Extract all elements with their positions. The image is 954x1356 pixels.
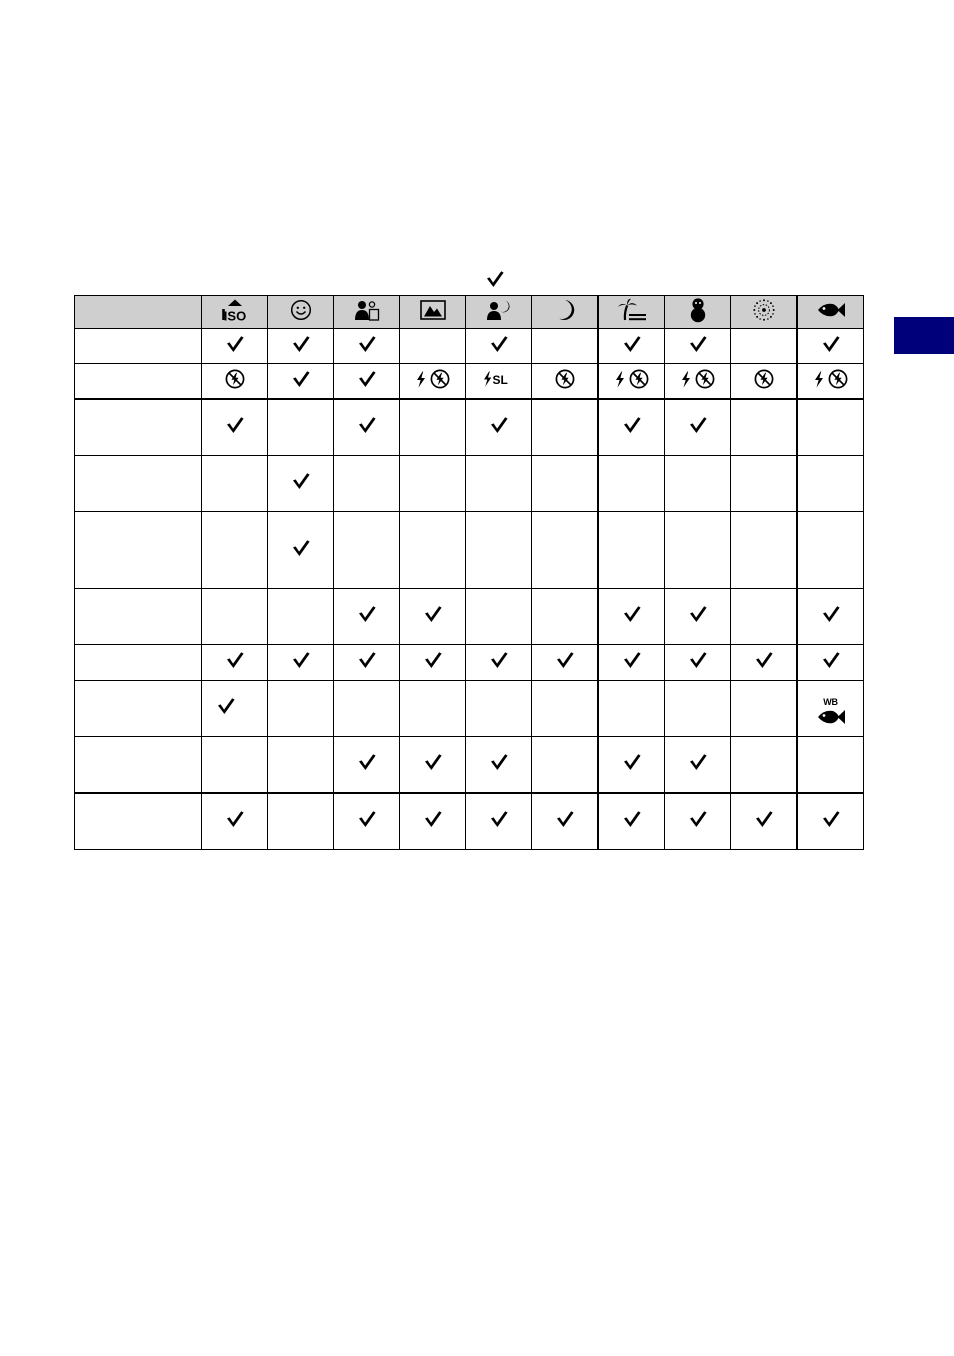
table-cell <box>268 589 334 645</box>
table-cell <box>731 329 798 364</box>
check-icon <box>688 651 708 669</box>
table-cell <box>731 793 798 850</box>
table-cell <box>334 399 400 456</box>
table-cell <box>334 512 400 589</box>
legend-check-icon <box>485 270 505 290</box>
table-cell <box>334 364 400 400</box>
table-cell <box>268 456 334 512</box>
check-icon <box>821 605 841 623</box>
header-icon-wrap <box>420 300 446 320</box>
cell-icons <box>423 651 443 669</box>
table-cell <box>400 364 466 400</box>
flash-slow-sync-icon <box>483 371 515 387</box>
cell-icons <box>615 369 649 389</box>
cell-icons <box>555 651 575 669</box>
cell-icons <box>489 753 509 771</box>
table-cell <box>598 737 665 794</box>
fish-icon <box>816 301 846 319</box>
check-icon <box>357 651 377 669</box>
row-label <box>75 456 202 512</box>
cell-icons <box>814 369 848 389</box>
table-cell <box>202 737 268 794</box>
header-soft-snap <box>334 296 400 329</box>
check-icon <box>225 335 245 353</box>
table-cell <box>731 737 798 794</box>
soft-portrait-icon <box>354 299 380 321</box>
cell-icons <box>357 416 377 434</box>
row-label <box>75 329 202 364</box>
cell-icons <box>291 539 311 557</box>
check-icon <box>357 335 377 353</box>
header-label-cell <box>75 296 202 329</box>
check-icon <box>423 651 443 669</box>
svg-text:SL: SL <box>492 372 508 387</box>
table-cell <box>202 512 268 589</box>
check-icon <box>688 335 708 353</box>
check-icon <box>489 416 509 434</box>
cell-icons <box>821 651 841 669</box>
check-icon <box>216 697 236 715</box>
table-cell <box>598 364 665 400</box>
table-cell <box>532 456 599 512</box>
header-fireworks <box>731 296 798 329</box>
cell-icons <box>688 416 708 434</box>
svg-text:ISO: ISO <box>223 308 246 322</box>
row-label <box>75 512 202 589</box>
flash-off-icon <box>754 369 774 389</box>
cell-icons <box>423 753 443 771</box>
section-side-tab <box>894 317 954 354</box>
wb-label: WB <box>823 696 838 707</box>
cell-icons <box>754 651 774 669</box>
header-icon-wrap <box>617 298 647 322</box>
header-twilight <box>532 296 599 329</box>
row-label <box>75 681 202 737</box>
cell-icons <box>688 753 708 771</box>
cell-icons <box>622 810 642 828</box>
table-cell <box>665 645 731 681</box>
smile-icon <box>290 299 312 321</box>
cell-icons <box>357 335 377 353</box>
check-icon <box>423 605 443 623</box>
table-cell <box>532 793 599 850</box>
check-icon <box>291 370 311 388</box>
table-cell <box>268 645 334 681</box>
check-icon <box>754 651 774 669</box>
cell-icons <box>291 335 311 353</box>
check-icon <box>688 753 708 771</box>
check-icon <box>688 416 708 434</box>
header-icon-wrap <box>221 298 249 322</box>
table-cell <box>268 681 334 737</box>
cell-icons <box>225 810 245 828</box>
header-icon-wrap <box>752 298 776 322</box>
flash-auto-icon <box>416 371 426 388</box>
cell-icons <box>357 370 377 388</box>
table-cell <box>334 645 400 681</box>
table-cell <box>598 329 665 364</box>
table-row <box>75 512 864 589</box>
header-beach <box>598 296 665 329</box>
wb-underwater-icon <box>816 698 846 726</box>
cell-icons <box>225 335 245 353</box>
header-icon-wrap <box>486 299 512 321</box>
table-cell <box>665 737 731 794</box>
flash-off-icon <box>430 369 450 389</box>
row-label <box>75 645 202 681</box>
flash-off-icon <box>629 369 649 389</box>
table-cell <box>598 456 665 512</box>
table-header-row <box>75 296 864 329</box>
cell-icons <box>622 753 642 771</box>
table-cell <box>665 512 731 589</box>
table-row <box>75 589 864 645</box>
table-cell <box>268 364 334 400</box>
cell-icons <box>622 651 642 669</box>
table-cell <box>797 681 864 737</box>
table-cell <box>334 681 400 737</box>
flash-auto-icon <box>681 371 691 388</box>
table-cell <box>665 589 731 645</box>
table-cell <box>797 329 864 364</box>
flash-off-icon <box>225 369 245 389</box>
check-icon <box>622 416 642 434</box>
check-icon <box>357 370 377 388</box>
cell-icons <box>821 810 841 828</box>
table-cell <box>202 793 268 850</box>
table-cell <box>466 645 532 681</box>
cell-icons <box>489 416 509 434</box>
check-icon <box>555 651 575 669</box>
table-cell <box>598 589 665 645</box>
cell-icons <box>555 369 575 389</box>
table-row <box>75 456 864 512</box>
table-cell <box>202 456 268 512</box>
check-icon <box>622 810 642 828</box>
table-cell <box>532 681 599 737</box>
cell-icons <box>821 335 841 353</box>
table-row <box>75 645 864 681</box>
table-row <box>75 399 864 456</box>
check-icon <box>489 335 509 353</box>
table-cell <box>797 512 864 589</box>
table-cell <box>400 512 466 589</box>
cell-icons <box>688 605 708 623</box>
table-cell <box>665 681 731 737</box>
table-cell <box>797 793 864 850</box>
table-cell <box>532 399 599 456</box>
cell-icons <box>225 651 245 669</box>
cell-icons <box>489 651 509 669</box>
table-row <box>75 681 864 737</box>
check-icon <box>688 810 708 828</box>
table-cell <box>268 329 334 364</box>
header-landscape <box>400 296 466 329</box>
check-icon <box>622 651 642 669</box>
table-cell <box>532 512 599 589</box>
header-icon-wrap <box>354 299 380 321</box>
cell-icons <box>225 416 245 434</box>
table-cell <box>731 681 798 737</box>
check-icon <box>821 810 841 828</box>
header-icon-wrap <box>555 299 575 321</box>
table-cell <box>598 793 665 850</box>
cell-icons <box>202 697 267 715</box>
table-row <box>75 793 864 850</box>
cell-icons <box>423 810 443 828</box>
table-row <box>75 737 864 794</box>
header-icon-wrap <box>816 301 846 319</box>
beach-icon <box>617 298 647 322</box>
row-label <box>75 399 202 456</box>
table-cell <box>334 793 400 850</box>
table-cell <box>400 645 466 681</box>
cell-icons <box>622 335 642 353</box>
iso-high-icon <box>221 298 249 322</box>
check-icon <box>291 539 311 557</box>
flash-off-icon <box>828 369 848 389</box>
check-icon <box>357 810 377 828</box>
table-cell <box>268 399 334 456</box>
flash-auto-icon <box>615 371 625 388</box>
table-cell <box>797 589 864 645</box>
table-cell <box>202 329 268 364</box>
check-icon <box>754 810 774 828</box>
cell-icons <box>357 651 377 669</box>
check-icon <box>489 651 509 669</box>
check-icon <box>423 810 443 828</box>
table-cell <box>731 364 798 400</box>
moon-icon <box>555 299 575 321</box>
check-icon <box>622 605 642 623</box>
cell-icons <box>291 370 311 388</box>
table-cell <box>202 589 268 645</box>
row-label <box>75 737 202 794</box>
table-cell <box>665 793 731 850</box>
table-cell <box>598 681 665 737</box>
row-label <box>75 793 202 850</box>
table-cell <box>334 589 400 645</box>
table-cell <box>334 456 400 512</box>
flash-off-icon <box>695 369 715 389</box>
header-smile <box>268 296 334 329</box>
table-cell <box>466 329 532 364</box>
fireworks-icon <box>752 298 776 322</box>
table-cell <box>797 456 864 512</box>
cell-icons <box>291 472 311 490</box>
table-row <box>75 329 864 364</box>
check-icon <box>821 335 841 353</box>
cell-icons <box>622 605 642 623</box>
cell-icons <box>291 651 311 669</box>
table-cell <box>466 793 532 850</box>
table-cell <box>400 456 466 512</box>
table-cell <box>665 364 731 400</box>
table-cell <box>731 645 798 681</box>
table-cell <box>532 645 599 681</box>
table-cell <box>466 512 532 589</box>
table-cell <box>268 793 334 850</box>
cell-icons <box>555 810 575 828</box>
table-cell <box>598 399 665 456</box>
cell-icons <box>622 416 642 434</box>
check-icon <box>555 810 575 828</box>
cell-icons <box>821 605 841 623</box>
check-icon <box>225 810 245 828</box>
table-cell <box>268 512 334 589</box>
table-cell <box>532 737 599 794</box>
table-cell <box>797 737 864 794</box>
cell-icons <box>357 753 377 771</box>
header-high-sensitivity <box>202 296 268 329</box>
table-cell <box>598 512 665 589</box>
fish-icon <box>816 708 846 726</box>
table-cell <box>665 456 731 512</box>
table-cell <box>797 399 864 456</box>
check-icon <box>225 651 245 669</box>
table-cell <box>400 329 466 364</box>
table-cell <box>665 329 731 364</box>
check-icon <box>357 416 377 434</box>
twilight-portrait-icon <box>486 299 512 321</box>
table-cell <box>466 681 532 737</box>
table-cell <box>202 645 268 681</box>
row-label <box>75 589 202 645</box>
table-cell <box>400 399 466 456</box>
header-icon-wrap <box>290 299 312 321</box>
table-cell <box>202 364 268 400</box>
table-cell <box>400 589 466 645</box>
check-icon <box>291 651 311 669</box>
header-underwater <box>797 296 864 329</box>
cell-icons <box>416 369 450 389</box>
landscape-icon <box>420 300 446 320</box>
table-cell <box>731 456 798 512</box>
table-cell <box>797 364 864 400</box>
table-cell <box>400 793 466 850</box>
cell-icons <box>681 369 715 389</box>
cell-icons <box>423 605 443 623</box>
check-icon <box>489 810 509 828</box>
snowman-icon <box>688 297 708 323</box>
table-cell <box>400 737 466 794</box>
cell-icons <box>225 369 245 389</box>
table-cell <box>268 737 334 794</box>
check-icon <box>485 270 505 288</box>
table-cell <box>665 399 731 456</box>
check-icon <box>225 416 245 434</box>
table-cell <box>731 512 798 589</box>
cell-icons <box>357 810 377 828</box>
header-icon-wrap <box>688 297 708 323</box>
table-cell <box>202 681 268 737</box>
cell-icons <box>688 335 708 353</box>
row-label <box>75 364 202 400</box>
header-twilight-portrait <box>466 296 532 329</box>
flash-off-icon <box>555 369 575 389</box>
table-cell <box>466 456 532 512</box>
table-cell <box>400 681 466 737</box>
cell-icons <box>688 651 708 669</box>
cell-icons <box>754 369 774 389</box>
table-cell <box>466 364 532 400</box>
check-icon <box>291 335 311 353</box>
header-snow <box>665 296 731 329</box>
scene-mode-function-table <box>74 295 864 850</box>
table-cell <box>731 399 798 456</box>
table-cell <box>202 399 268 456</box>
cell-icons <box>357 605 377 623</box>
check-icon <box>688 605 708 623</box>
table-cell <box>466 589 532 645</box>
table-cell <box>532 329 599 364</box>
table-cell <box>466 737 532 794</box>
table-cell <box>334 737 400 794</box>
table-cell <box>598 645 665 681</box>
check-icon <box>622 753 642 771</box>
cell-icons <box>754 810 774 828</box>
cell-icons <box>489 335 509 353</box>
table-row <box>75 364 864 400</box>
table-cell <box>731 589 798 645</box>
check-icon <box>423 753 443 771</box>
table-cell <box>532 589 599 645</box>
cell-icons <box>489 810 509 828</box>
check-icon <box>489 753 509 771</box>
table-cell <box>797 645 864 681</box>
check-icon <box>357 753 377 771</box>
check-icon <box>291 472 311 490</box>
flash-auto-icon <box>814 371 824 388</box>
table-cell <box>466 399 532 456</box>
table-cell <box>334 329 400 364</box>
table-cell <box>532 364 599 400</box>
cell-icons <box>483 371 515 387</box>
check-icon <box>357 605 377 623</box>
cell-icons <box>688 810 708 828</box>
check-icon <box>622 335 642 353</box>
check-icon <box>821 651 841 669</box>
